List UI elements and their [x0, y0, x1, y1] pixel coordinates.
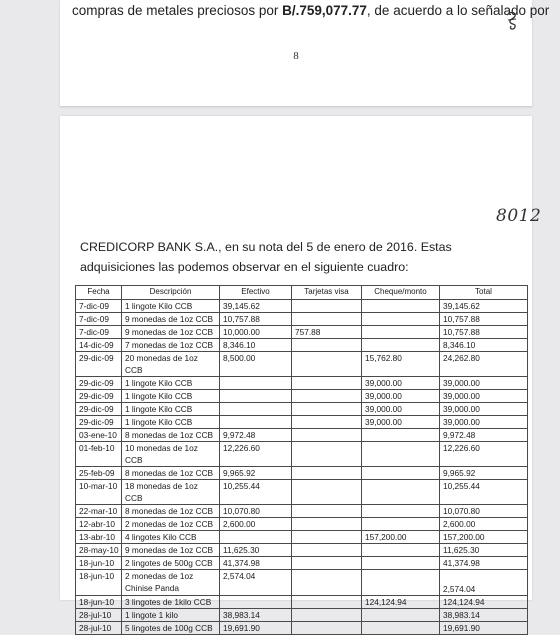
cell-total: 11,625.30 [440, 544, 528, 557]
cell-efectivo [220, 416, 292, 429]
cell-cheque-monto [362, 326, 440, 339]
cell-total: 10,757.88 [440, 313, 528, 326]
cell-efectivo: 10,757.88 [220, 313, 292, 326]
current-page [60, 116, 542, 633]
table-row [76, 557, 528, 570]
cell-cheque-monto [362, 518, 440, 531]
cell-cheque-monto: 15,762.80 [362, 352, 440, 377]
table-row [76, 609, 528, 622]
cell-tarjetas-visa [292, 609, 362, 622]
cell-tarjetas-visa [292, 467, 362, 480]
cell-tarjetas-visa [292, 442, 362, 467]
cell-tarjetas-visa [292, 531, 362, 544]
cell-fecha: 18-jun-10 [76, 557, 122, 570]
cell-efectivo: 2,574.04 [220, 570, 292, 596]
previous-page [60, 0, 550, 106]
cell-fecha: 13-abr-10 [76, 531, 122, 544]
cell-tarjetas-visa [292, 403, 362, 416]
table-row [76, 339, 528, 352]
cell-fecha: 14-dic-09 [76, 339, 122, 352]
cell-fecha: 7-dic-09 [76, 326, 122, 339]
intro-paragraph: CREDICORP BANK S.A., en su nota del 5 de enero de 2016. Estas adquisiciones las podemos observar en el siguiente cuadro: [80, 240, 452, 274]
cell-efectivo [220, 596, 292, 609]
cell-cheque-monto [362, 467, 440, 480]
cell-descripcion: 8 monedas de 1oz CCB [122, 429, 220, 442]
cell-total: 19,691.90 [440, 622, 528, 635]
cell-fecha: 01-feb-10 [76, 442, 122, 467]
cell-tarjetas-visa [292, 570, 362, 596]
header-tarjetas-visa: Tarjetas visa [292, 286, 362, 300]
cell-total: 9,965.92 [440, 467, 528, 480]
cell-total: 24,262.80 [440, 352, 528, 377]
header-total: Total [440, 286, 528, 300]
table-row [76, 518, 528, 531]
purchases-table [75, 285, 528, 635]
cell-total: 10,255.44 [440, 480, 528, 505]
cell-cheque-monto [362, 557, 440, 570]
cell-descripcion: 8 monedas de 1oz CCB [122, 505, 220, 518]
cell-total: 8,346.10 [440, 339, 528, 352]
cell-efectivo: 41,374.98 [220, 557, 292, 570]
cell-fecha: 10-mar-10 [76, 480, 122, 505]
cell-total: 157,200.00 [440, 531, 528, 544]
table-row [76, 442, 528, 467]
cell-efectivo: 39,145.62 [220, 300, 292, 313]
table-row [76, 570, 528, 596]
cell-fecha: 29-dic-09 [76, 352, 122, 377]
cell-fecha: 7-dic-09 [76, 313, 122, 326]
cell-descripcion: 9 monedas de 1oz CCB [122, 544, 220, 557]
cell-fecha: 22-mar-10 [76, 505, 122, 518]
cell-tarjetas-visa [292, 339, 362, 352]
cell-fecha: 28-jul-10 [76, 609, 122, 622]
cell-tarjetas-visa [292, 416, 362, 429]
cell-total: 41,374.98 [440, 557, 528, 570]
cell-descripcion: 10 monedas de 1oz CCB [122, 442, 220, 467]
cell-descripcion: 1 lingote Kilo CCB [122, 416, 220, 429]
top-line-suffix: , de acuerdo a lo señalado por [366, 3, 550, 18]
table-row [76, 300, 528, 313]
cell-descripcion: 3 lingotes de 1kilo CCB [122, 596, 220, 609]
cell-cheque-monto: 39,000.00 [362, 403, 440, 416]
cell-cheque-monto: 124,124.94 [362, 596, 440, 609]
cell-descripcion: 8 monedas de 1oz CCB [122, 467, 220, 480]
cell-efectivo: 9,972.48 [220, 429, 292, 442]
cell-cheque-monto [362, 429, 440, 442]
cell-efectivo: 38,983.14 [220, 609, 292, 622]
cell-total: 2,600.00 [440, 518, 528, 531]
table-row [76, 390, 528, 403]
cell-descripcion: 2 monedas de 1oz CCB [122, 518, 220, 531]
cell-cheque-monto [362, 544, 440, 557]
cell-efectivo: 12,226.60 [220, 442, 292, 467]
cell-tarjetas-visa [292, 505, 362, 518]
cell-fecha: 12-abr-10 [76, 518, 122, 531]
cell-efectivo [220, 403, 292, 416]
cell-fecha: 29-dic-09 [76, 377, 122, 390]
table-body [76, 300, 528, 635]
cell-fecha: 28-may-10 [76, 544, 122, 557]
cell-total: 124,124.94 [440, 596, 528, 609]
table-row [76, 313, 528, 326]
cell-tarjetas-visa [292, 429, 362, 442]
table-row [76, 596, 528, 609]
cell-efectivo: 11,625.30 [220, 544, 292, 557]
cell-fecha: 29-dic-09 [76, 416, 122, 429]
cell-cheque-monto [362, 480, 440, 505]
cell-descripcion: 20 monedas de 1oz CCB [122, 352, 220, 377]
header-efectivo: Efectivo [220, 286, 292, 300]
cell-fecha: 18-jun-10 [76, 570, 122, 596]
cell-total: 2,574.04 [440, 570, 528, 596]
cell-total: 9,972.48 [440, 429, 528, 442]
cell-cheque-monto: 39,000.00 [362, 377, 440, 390]
cell-fecha: 7-dic-09 [76, 300, 122, 313]
top-text-line [72, 3, 549, 18]
cell-fecha: 28-jul-10 [76, 622, 122, 635]
cell-descripcion: 1 lingote Kilo CCB [122, 403, 220, 416]
cell-fecha: 18-jun-10 [76, 596, 122, 609]
cell-efectivo [220, 531, 292, 544]
cell-cheque-monto: 157,200.00 [362, 531, 440, 544]
cell-descripcion: 7 monedas de 1oz CCB [122, 339, 220, 352]
cell-tarjetas-visa [292, 557, 362, 570]
cell-tarjetas-visa [292, 377, 362, 390]
cell-tarjetas-visa: 757.88 [292, 326, 362, 339]
cell-efectivo [220, 390, 292, 403]
cell-cheque-monto [362, 313, 440, 326]
cell-total: 38,983.14 [440, 609, 528, 622]
cell-descripcion: 1 lingote Kilo CCB [122, 390, 220, 403]
cell-tarjetas-visa [292, 480, 362, 505]
page-number: 8 [293, 50, 299, 62]
handwritten-folio-number: 8012 [496, 206, 542, 226]
cell-tarjetas-visa [292, 352, 362, 377]
cell-cheque-monto [362, 442, 440, 467]
table-row [76, 467, 528, 480]
table-row [76, 429, 528, 442]
cell-total: 10,757.88 [440, 326, 528, 339]
table-row [76, 480, 528, 505]
cell-efectivo: 19,691.90 [220, 622, 292, 635]
cell-efectivo: 10,000.00 [220, 326, 292, 339]
cell-descripcion: 2 monedas de 1oz Chinise Panda [122, 570, 220, 596]
cell-cheque-monto [362, 300, 440, 313]
cell-descripcion: 1 lingote Kilo CCB [122, 300, 220, 313]
table-row [76, 403, 528, 416]
cell-fecha: 29-dic-09 [76, 390, 122, 403]
table-row [76, 531, 528, 544]
cell-efectivo [220, 377, 292, 390]
table-row [76, 622, 528, 635]
cell-efectivo: 10,255.44 [220, 480, 292, 505]
cell-descripcion: 1 lingote Kilo CCB [122, 377, 220, 390]
cell-tarjetas-visa [292, 544, 362, 557]
cell-total: 12,226.60 [440, 442, 528, 467]
cell-descripcion: 1 lingote 1 kilo [122, 609, 220, 622]
cell-total: 39,000.00 [440, 390, 528, 403]
cell-descripcion: 4 lingotes Kilo CCB [122, 531, 220, 544]
cell-cheque-monto [362, 570, 440, 596]
cell-total: 39,000.00 [440, 403, 528, 416]
header-fecha: Fecha [76, 286, 122, 300]
cell-tarjetas-visa [292, 622, 362, 635]
cell-tarjetas-visa [292, 313, 362, 326]
table-row [76, 326, 528, 339]
cell-efectivo: 8,346.10 [220, 339, 292, 352]
table-row [76, 544, 528, 557]
table-header-row [76, 286, 528, 300]
cell-efectivo: 9,965.92 [220, 467, 292, 480]
cell-tarjetas-visa [292, 390, 362, 403]
cell-efectivo: 10,070.80 [220, 505, 292, 518]
cell-efectivo: 2,600.00 [220, 518, 292, 531]
cell-descripcion: 18 monedas de 1oz CCB [122, 480, 220, 505]
table-row [76, 352, 528, 377]
cell-total: 10,070.80 [440, 505, 528, 518]
cell-total: 39,145.62 [440, 300, 528, 313]
table-row [76, 505, 528, 518]
cell-fecha: 25-feb-09 [76, 467, 122, 480]
header-descripcion: Descripción [122, 286, 220, 300]
cell-fecha: 03-ene-10 [76, 429, 122, 442]
cell-fecha: 29-dic-09 [76, 403, 122, 416]
cell-cheque-monto [362, 622, 440, 635]
cell-descripcion: 9 monedas de 1oz CCB [122, 326, 220, 339]
purchase-amount: B/.759,077.77 [282, 3, 367, 18]
cell-descripcion: 9 monedas de 1oz CCB [122, 313, 220, 326]
cell-tarjetas-visa [292, 300, 362, 313]
cell-total: 39,000.00 [440, 377, 528, 390]
cell-cheque-monto [362, 505, 440, 518]
cell-tarjetas-visa [292, 596, 362, 609]
cell-efectivo: 8,500.00 [220, 352, 292, 377]
cell-cheque-monto: 39,000.00 [362, 416, 440, 429]
cell-descripcion: 5 lingotes de 100g CCB [122, 622, 220, 635]
cell-tarjetas-visa [292, 518, 362, 531]
header-cheque-monto: Cheque/monto [362, 286, 440, 300]
cell-cheque-monto [362, 609, 440, 622]
initials-signature-icon [504, 9, 520, 31]
table-row [76, 377, 528, 390]
cell-cheque-monto [362, 339, 440, 352]
table-row [76, 416, 528, 429]
top-line-prefix: compras de metales preciosos por [72, 3, 283, 18]
cell-total: 39,000.00 [440, 416, 528, 429]
cell-descripcion: 2 lingotes de 500g CCB [122, 557, 220, 570]
cell-cheque-monto: 39,000.00 [362, 390, 440, 403]
